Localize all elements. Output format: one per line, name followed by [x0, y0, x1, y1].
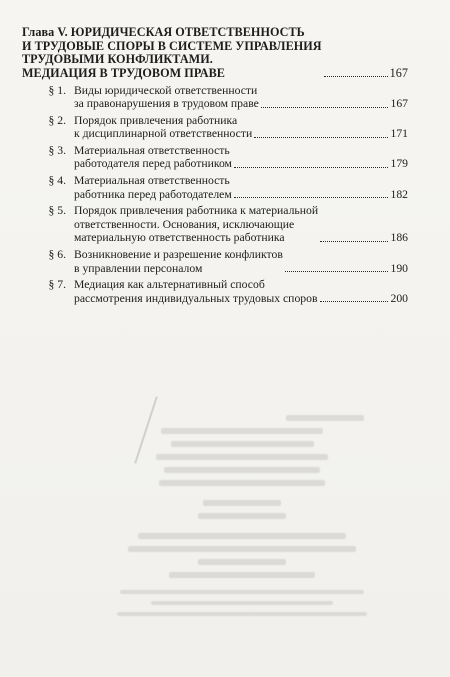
section-page-number: 186 [390, 231, 408, 245]
section-page-number: 171 [390, 127, 408, 141]
toc-item-3 [22, 144, 408, 171]
dot-leader [254, 137, 388, 138]
section-title: Медиация как альтернативный способ рассмотрения индивидуальных трудовых споров [74, 278, 318, 305]
bleed-through-imprint [112, 408, 372, 638]
dot-leader [234, 167, 389, 168]
section-number: § 3. [48, 143, 66, 157]
section-number: § 2. [48, 113, 66, 127]
section-number: § 1. [48, 83, 66, 97]
section-title: Порядок привлечения работника к дисциплинарной ответственности [74, 113, 253, 141]
dot-leader [234, 197, 389, 198]
toc-item-2 [22, 114, 408, 141]
section-number: § 6. [48, 248, 66, 261]
chapter-heading [22, 26, 408, 80]
section-title: Материальная ответственность работодателя перед работником [74, 143, 232, 171]
chapter-title: Глава V. ЮРИДИЧЕСКАЯ ОТВЕТСТВЕННОСТЬ И ТРУДОВЫЕ СПОРЫ В СИСТЕМЕ УПРАВЛЕНИЯ ТРУДОВЫМИ КОНФЛИКТАМИ. МЕДИАЦИЯ В ТРУДОВОМ ПРАВЕ [22, 25, 322, 80]
dot-leader [324, 76, 388, 77]
chapter-page-number: 167 [389, 65, 408, 80]
section-number: § 5. [48, 204, 66, 218]
dot-leader [261, 107, 389, 108]
section-page-number: 190 [390, 261, 408, 275]
section-page-number: 167 [390, 97, 408, 111]
toc-item-7 [22, 278, 408, 305]
section-title: Возникновение и разрешение конфликтов в управлении персоналом [74, 248, 283, 275]
table-of-contents [22, 26, 408, 305]
section-page-number: 182 [390, 187, 408, 201]
section-title: Виды юридической ответственности за правонарушения в трудовом праве [74, 83, 259, 111]
toc-item-5 [22, 204, 408, 245]
dot-leader [285, 271, 389, 272]
section-page-number: 200 [390, 291, 408, 305]
section-title: Материальная ответственность работника перед работодателем [74, 174, 232, 201]
section-title: Порядок привлечения работника к материальной ответственности. Основания, исключающие материальную ответственность работника [74, 204, 319, 245]
section-number: § 4. [48, 174, 66, 188]
section-number: § 7. [48, 278, 66, 292]
dot-leader [320, 301, 389, 302]
toc-item-1 [22, 84, 408, 111]
toc-item-4 [22, 174, 408, 201]
section-page-number: 179 [390, 157, 408, 171]
dot-leader [320, 241, 388, 242]
toc-item-6 [22, 248, 408, 275]
